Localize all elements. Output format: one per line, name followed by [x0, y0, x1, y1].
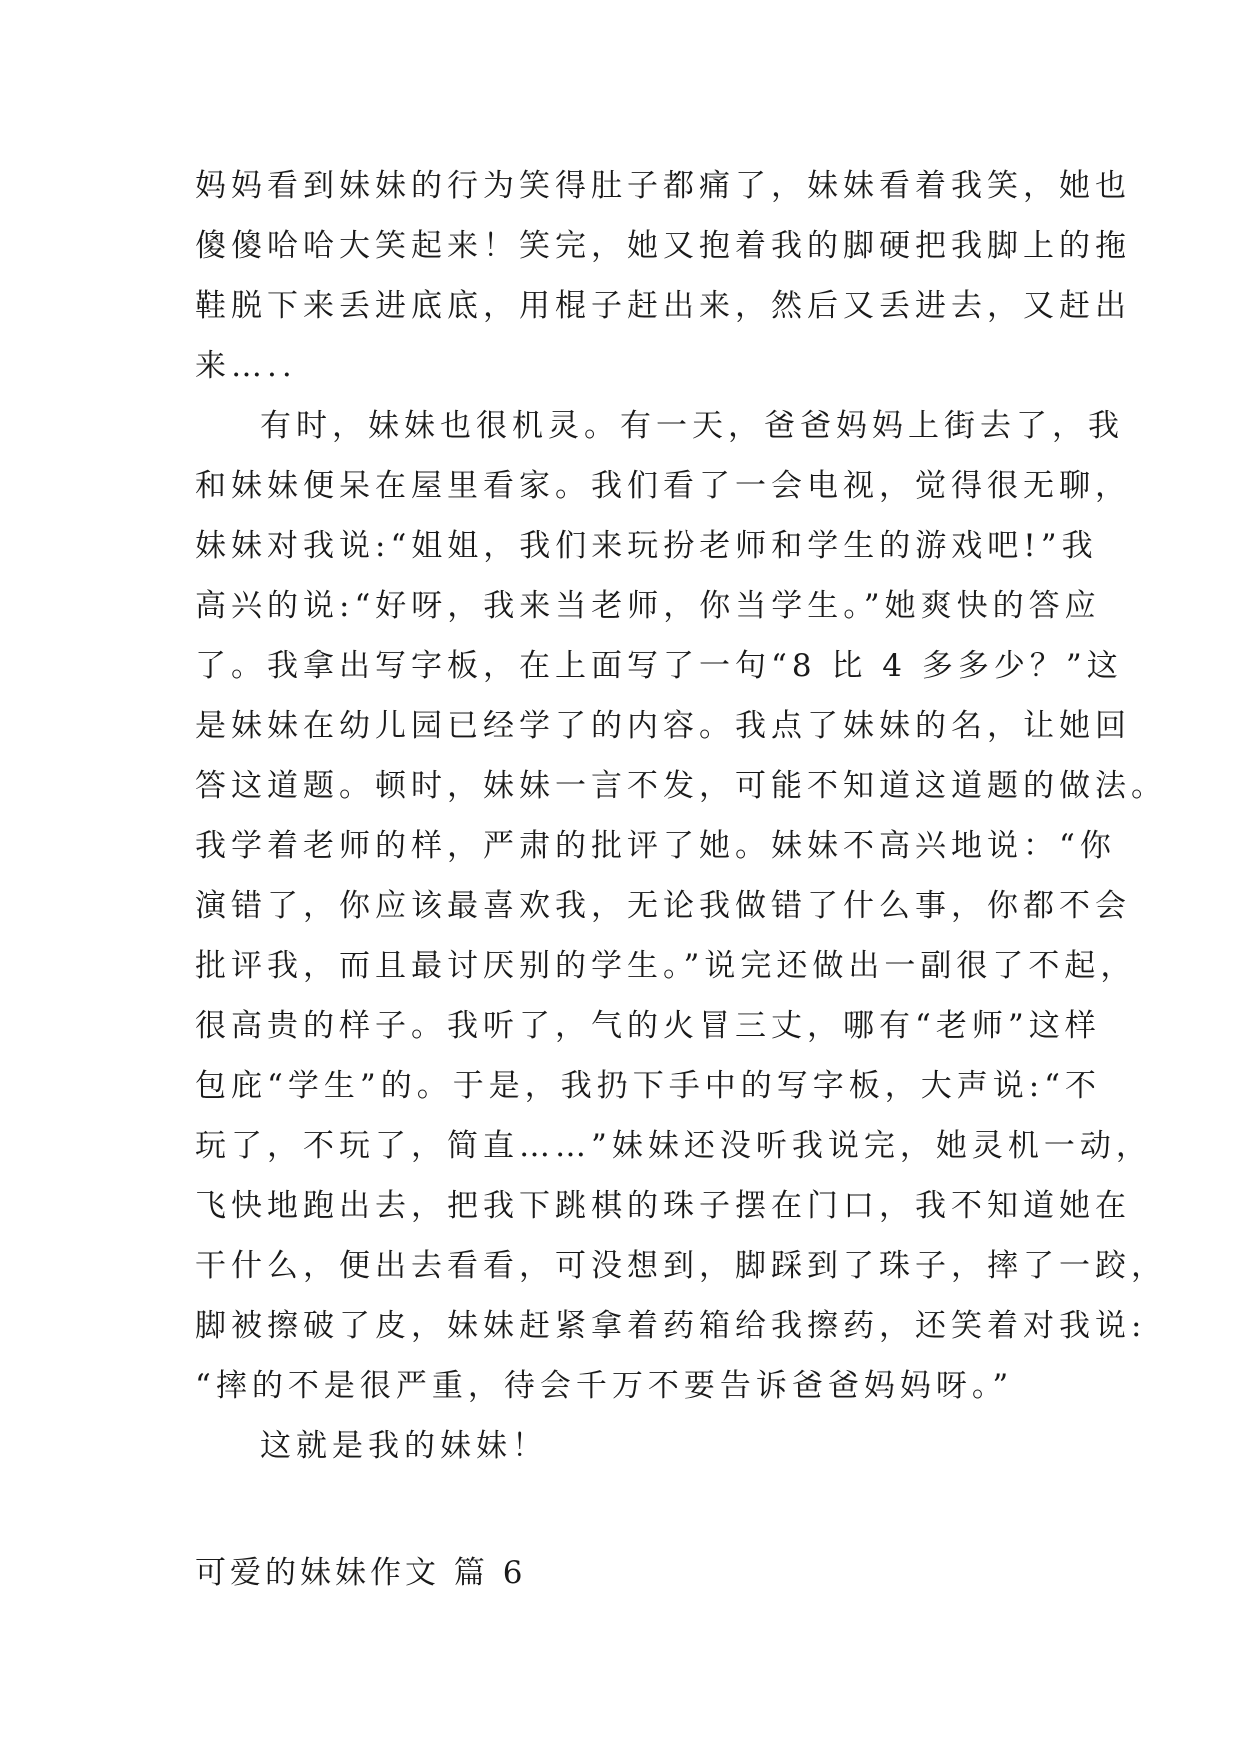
- text-line: 干什么，便出去看看，可没想到，脚踩到了珠子，摔了一跤，: [195, 1248, 1167, 1284]
- text-line: 妈妈看到妹妹的行为笑得肚子都痛了，妹妹看着我笑，她也: [195, 168, 1131, 204]
- text-line: 鞋脱下来丢进底底，用棍子赶出来，然后又丢进去，又赶出: [195, 288, 1131, 324]
- text-line: 傻傻哈哈大笑起来！笑完，她又抱着我的脚硬把我脚上的拖: [195, 228, 1131, 264]
- text-line: 高兴的说:“好呀，我来当老师，你当学生。”她爽快的答应: [195, 588, 1101, 624]
- text-line: 演错了，你应该最喜欢我，无论我做错了什么事，你都不会: [195, 888, 1131, 924]
- text-line: 答这道题。顿时，妹妹一言不发，可能不知道这道题的做法。: [195, 768, 1167, 804]
- text-line: 来…..: [195, 348, 297, 384]
- text-line: 飞快地跑出去，把我下跳棋的珠子摆在门口，我不知道她在: [195, 1188, 1131, 1224]
- text-line: “摔的不是很严重，待会千万不要告诉爸爸妈妈呀。”: [195, 1368, 1014, 1404]
- section-heading: 可爱的妹妹作文 篇 6: [195, 1555, 527, 1591]
- text-line: 我学着老师的样，严肃的批评了她。妹妹不高兴地说：“你: [195, 828, 1116, 864]
- text-line: 玩了，不玩了，简直……”妹妹还没听我说完，她灵机一动，: [195, 1128, 1152, 1164]
- text-line: 很高贵的样子。我听了，气的火冒三丈，哪有“老师”这样: [195, 1008, 1101, 1044]
- text-line: 是妹妹在幼儿园已经学了的内容。我点了妹妹的名，让她回: [195, 708, 1131, 744]
- text-line: 和妹妹便呆在屋里看家。我们看了一会电视，觉得很无聊，: [195, 468, 1131, 504]
- text-line: 了。我拿出写字板，在上面写了一句“8 比 4 多多少？”这: [195, 648, 1123, 684]
- text-line: 脚被擦破了皮，妹妹赶紧拿着药箱给我擦药，还笑着对我说:: [195, 1308, 1147, 1344]
- text-line: 批评我，而且最讨厌别的学生。”说完还做出一副很了不起，: [195, 948, 1137, 984]
- text-line: 包庇“学生”的。于是，我扔下手中的写字板，大声说:“不: [195, 1068, 1101, 1104]
- text-line: 有时，妹妹也很机灵。有一天，爸爸妈妈上街去了，我: [260, 408, 1124, 444]
- text-line: 妹妹对我说:“姐姐，我们来玩扮老师和学生的游戏吧!”我: [195, 528, 1098, 564]
- text-line: 这就是我的妹妹！: [260, 1428, 548, 1464]
